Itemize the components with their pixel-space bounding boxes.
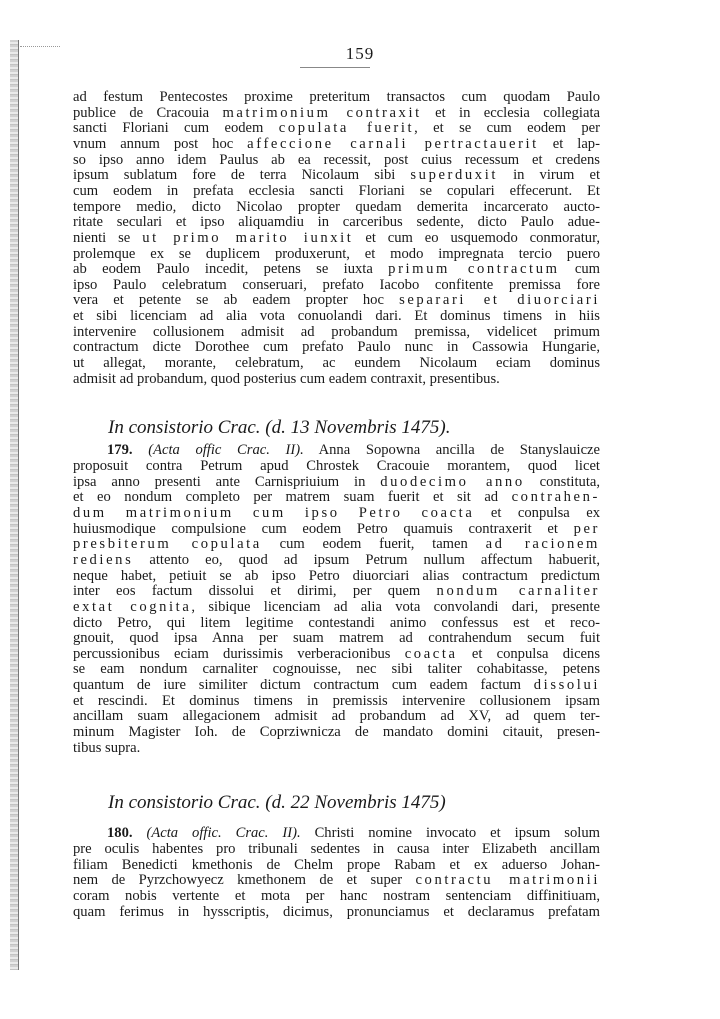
spaced-emphasis: per bbox=[573, 520, 600, 537]
text-run: tempore medio, dicto Nicolao propter quedam demerita incarcerato aucto- bbox=[73, 198, 600, 215]
text-line bbox=[73, 740, 600, 756]
text-line bbox=[73, 568, 600, 584]
text-run: nem de Pyrzchowyecz kmethonem de et super bbox=[73, 872, 416, 889]
text-run: dicto Petro, qui litem legitime contestandi animo confessus est et reco- bbox=[73, 614, 600, 631]
spaced-emphasis: copulata fuerit bbox=[278, 120, 415, 137]
text-line bbox=[73, 105, 600, 121]
text-line bbox=[73, 324, 600, 340]
text-run: et lap- bbox=[538, 135, 600, 152]
text-run: sancti Floriani cum eodem bbox=[73, 120, 279, 137]
text-run: ad festum Pentecostes proxime preteritum transactos cum quodam Paulo bbox=[73, 89, 600, 105]
text-run: quam ferimus in hysscriptis, dicimus, pronunciamus et declaramus prefatam bbox=[73, 903, 600, 920]
text-line bbox=[73, 888, 600, 904]
text-run: intervenire collusionem admisit ad probandum premissa, videlicet primum bbox=[73, 323, 600, 340]
text-line bbox=[73, 505, 600, 521]
text-line bbox=[73, 152, 600, 168]
text-run: so ipso anno idem Paulus ab ea recessit, post cuius recessum et credens bbox=[73, 151, 600, 168]
text-run: prolemque ex se duplicem produxerunt, et modo impregnata tercio puero bbox=[73, 245, 600, 262]
text-run: ipsum sublatum fore de terra Nicolaum sibi bbox=[73, 167, 411, 184]
spaced-emphasis: nondum carnaliter bbox=[436, 583, 600, 600]
text-line bbox=[73, 261, 600, 277]
text-line bbox=[73, 872, 600, 888]
text-run: minum Magister Ioh. de Coprziwnicza de mandato domini citauit, presen- bbox=[73, 724, 600, 741]
text-run: ritate seculari et ipso aliquamdiu in carceribus sedente, dicto Paulo adue- bbox=[73, 214, 600, 231]
spaced-emphasis: ad racionem bbox=[485, 536, 600, 553]
text-run: neque habet, petiuit se ab ipso Petro diuorciari alias contractum predictum bbox=[73, 567, 600, 584]
text-run: vnum annum post hoc bbox=[73, 135, 248, 152]
text-line bbox=[73, 277, 600, 293]
text-run: cum eodem in prefata ecclesia sancti Floriani se copulari effecerunt. Et bbox=[73, 182, 600, 199]
text-line bbox=[73, 857, 600, 873]
scan-edge-line bbox=[18, 40, 19, 970]
entry-number: 179. bbox=[107, 442, 133, 458]
text-line bbox=[73, 292, 600, 308]
entry-citation: (Acta offic. Crac. II). bbox=[146, 825, 301, 841]
text-run: inter eos factum dissolui et dirimi, per quem bbox=[73, 583, 437, 600]
text-line bbox=[73, 120, 600, 136]
text-run: contractum dicte Dorothee cum prefato Paulo nunc in Cassowia Hungarie, bbox=[73, 339, 600, 356]
section-179-first-line bbox=[107, 442, 600, 458]
text-run: ab eodem Paulo incedit, petens se iuxta bbox=[73, 261, 389, 278]
text-run: , et se cum eodem per bbox=[414, 120, 600, 137]
text-run: et eo nondum completo per matrem suam fuerit et sit ad bbox=[73, 489, 512, 506]
text-run: coram nobis vertente et mota per hanc nostram sentenciam diffinitiuam, bbox=[73, 887, 600, 904]
text-line bbox=[73, 339, 600, 355]
spaced-emphasis: ut primo marito iunxit bbox=[142, 229, 354, 246]
spaced-emphasis: duodecimo anno bbox=[380, 473, 525, 490]
text-run: proposuit contra Petrum apud Chrostek Cracouie morantem, quod licet bbox=[73, 458, 600, 474]
text-run: et in ecclesia collegiata bbox=[421, 104, 600, 121]
text-run: nienti se bbox=[73, 229, 143, 246]
spaced-emphasis: superduxit bbox=[410, 167, 499, 184]
text-line bbox=[73, 474, 600, 490]
text-run: pre oculis habentes pro tribunali sedentes in causa inter Elizabeth ancillam bbox=[73, 841, 600, 857]
text-line bbox=[73, 599, 600, 615]
entry-number: 180. bbox=[107, 825, 133, 841]
spaced-emphasis: affeccione carnali pertractauerit bbox=[247, 135, 539, 152]
text-run: admisit ad probandum, quod posterius cum eadem contraxit, presentibus. bbox=[73, 370, 500, 387]
page-number: 159 bbox=[345, 44, 375, 63]
text-run: se eam nondum carnaliter cognouisse, nec sibi taliter cohabitasse, petens bbox=[73, 661, 600, 678]
text-run: et conpulsa ex bbox=[474, 504, 600, 521]
text-line bbox=[73, 724, 600, 740]
text-line bbox=[73, 230, 600, 246]
spaced-emphasis: matrimonium contraxit bbox=[222, 104, 422, 121]
text-line bbox=[73, 583, 600, 599]
entry-citation: (Acta offic Crac. II). bbox=[148, 442, 304, 458]
text-run: constituta, bbox=[524, 473, 600, 490]
text-line bbox=[73, 355, 600, 371]
spaced-emphasis: dissolui bbox=[533, 677, 600, 694]
text-line bbox=[73, 136, 600, 152]
text-line bbox=[73, 661, 600, 677]
text-run: ancillam suam allegacionem admisit ad probandum ad XV, ad quem ter- bbox=[73, 708, 600, 725]
text-line bbox=[73, 552, 600, 568]
text-run: et sibi licenciam ad alia vota conuolandi dari. Et dominus timens in hiis bbox=[73, 308, 600, 325]
spaced-emphasis: primum contractum bbox=[388, 261, 560, 278]
text-line bbox=[73, 167, 600, 183]
entry-first-line-text: Christi nomine invocato et ipsum solum bbox=[314, 825, 600, 841]
text-run: quantum de iure similiter dictum contractum cum eadem factum bbox=[73, 677, 534, 694]
text-line bbox=[73, 630, 600, 646]
text-line bbox=[73, 489, 600, 505]
text-line bbox=[73, 841, 600, 857]
text-line bbox=[73, 708, 600, 724]
spaced-emphasis: coacta bbox=[404, 645, 458, 662]
text-line bbox=[73, 246, 600, 262]
text-run: , sibique licenciam ad alia vota convolandi dari, presente bbox=[191, 598, 600, 615]
text-line bbox=[73, 536, 600, 552]
spaced-emphasis: contractu matrimonii bbox=[415, 872, 600, 889]
text-run: cum eodem fuerit, tamen bbox=[261, 536, 486, 553]
spaced-emphasis: presbiterum copulata bbox=[73, 536, 262, 553]
scan-artifact-dots bbox=[20, 46, 60, 48]
text-line bbox=[73, 646, 600, 662]
text-line bbox=[73, 199, 600, 215]
text-run: vera et petente se ab eadem propter hoc bbox=[73, 292, 400, 309]
entry-first-line-text: Anna Sopowna ancilla de Stanyslauicze bbox=[318, 442, 601, 458]
text-run: in virum et bbox=[498, 167, 600, 184]
text-run: huiusmodique compulsione cum eodem Petro quamuis contraxerit et bbox=[73, 520, 574, 537]
text-run: ut allegat, morante, celebratum, ac eundem Nicolaum eciam dominus bbox=[73, 355, 600, 372]
text-line bbox=[73, 371, 600, 387]
spaced-emphasis: rediens bbox=[73, 551, 134, 568]
text-run: publice de Cracouia bbox=[73, 104, 223, 121]
text-run: et conpulsa dicens bbox=[457, 645, 600, 662]
spaced-emphasis: contrahen- bbox=[511, 489, 600, 506]
text-run: ipso Paulo celebratum conseruari, prefato Iacobo confitente premissa fore bbox=[73, 276, 600, 293]
text-run: et rescindi. Et dominus timens in premissis intervenire collusionem ipsam bbox=[73, 692, 600, 709]
text-line bbox=[73, 677, 600, 693]
text-line bbox=[73, 183, 600, 199]
text-line bbox=[73, 521, 600, 537]
text-run: tibus supra. bbox=[73, 739, 141, 756]
text-line bbox=[73, 308, 600, 324]
text-line bbox=[73, 89, 600, 105]
text-run: percussionibus eciam durissimis verberacionibus bbox=[73, 645, 405, 662]
text-line bbox=[73, 615, 600, 631]
spaced-emphasis: dum matrimonium cum ipso Petro coacta bbox=[73, 504, 475, 521]
text-line bbox=[73, 693, 600, 709]
text-run: cum bbox=[559, 261, 601, 278]
text-run: filiam Benedicti kmethonis de Chelm prope Rabam et ex aduerso Johan- bbox=[73, 856, 600, 873]
text-line bbox=[73, 214, 600, 230]
spaced-emphasis: separari et diuorciari bbox=[399, 292, 600, 309]
spaced-emphasis: extat cognita bbox=[73, 598, 192, 615]
text-line bbox=[73, 904, 600, 920]
text-run: ipsa anno presenti ante Carnispriuium in bbox=[73, 473, 381, 490]
page-number-rule bbox=[300, 67, 370, 68]
text-run: et cum eo usquemodo conmoratur, bbox=[353, 229, 600, 246]
text-run: attento eo, quod ad ipsum Petrum nullum affectum habuerit, bbox=[133, 551, 600, 568]
text-run: gnouit, quod ipsa Anna per suam matrem ad contrahendum secum fuit bbox=[73, 630, 600, 647]
section-179-heading: In consistorio Crac. (d. 13 Novembris 1475). bbox=[108, 417, 451, 438]
text-line bbox=[73, 458, 600, 474]
section-180-first-line bbox=[107, 825, 600, 841]
section-180-heading: In consistorio Crac. (d. 22 Novembris 1475) bbox=[108, 792, 446, 813]
